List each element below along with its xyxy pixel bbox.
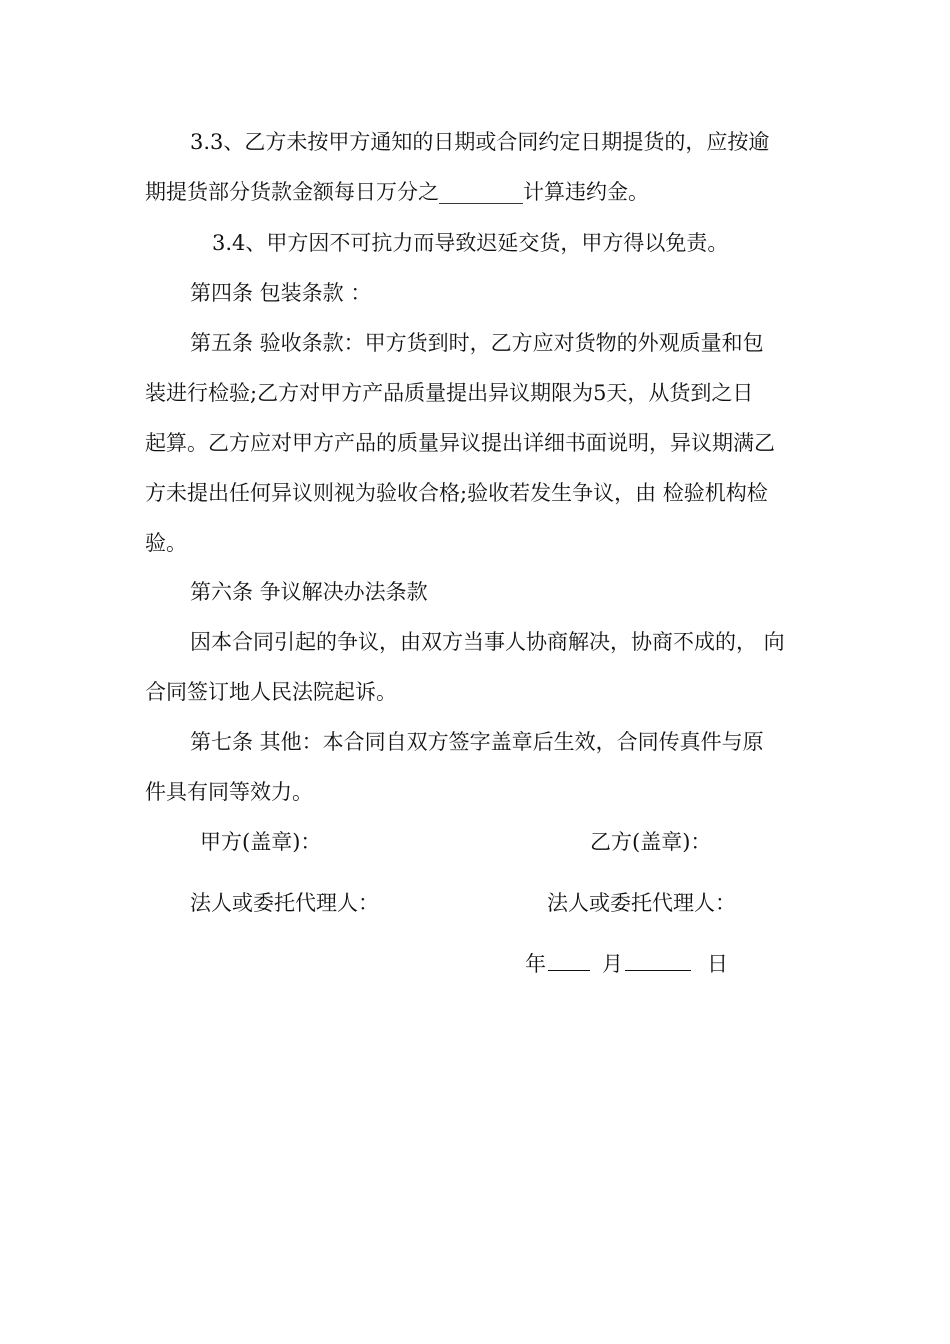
clause-3-3-line2: [145, 178, 649, 206]
article-6-line1: 因本合同引起的争议，由双方当事人协商解决，协商不成的， 向: [190, 630, 785, 654]
article-4-heading: 第四条 包装条款 ：: [190, 281, 372, 305]
party-a-representative-label: 法人或委托代理人：: [190, 891, 379, 915]
article-6-heading: 第六条 争议解决办法条款: [190, 580, 428, 604]
clause-3-3-line1: 3.3、乙方未按甲方通知的日期或合同约定日期提货的，应按逾: [190, 130, 770, 154]
party-a-seal-label: 甲方(盖章)：: [200, 830, 322, 854]
date-month-label: 月: [602, 952, 623, 976]
article-5-line4: 方未提出任何异议则视为验收合格;验收若发生争议，由 检验机构检: [145, 481, 768, 505]
date-month-blank: [625, 952, 691, 971]
party-b-seal-label: 乙方(盖章)：: [590, 830, 712, 854]
clause-3-3-line2-text: 期提货部分货款金额每日万分之: [145, 180, 439, 204]
date-day-label: 日: [707, 952, 728, 976]
clause-3-4: 3.4、甲方因不可抗力而导致迟延交货，甲方得以免责。: [212, 231, 729, 255]
article-7-line1: 第七条 其他：本合同自双方签字盖章后生效，合同传真件与原: [190, 730, 764, 754]
article-6-line2: 合同签订地人民法院起诉。: [145, 680, 397, 704]
party-b-representative-label: 法人或委托代理人：: [547, 891, 736, 915]
clause-3-3-line2-end: 计算违约金。: [523, 180, 649, 204]
date-year-label: 年: [525, 952, 546, 976]
article-7-line2: 件具有同等效力。: [145, 780, 313, 804]
article-5-line5: 验。: [145, 531, 187, 555]
date-line: [525, 950, 728, 978]
article-5-line2: 装进行检验;乙方对甲方产品质量提出异议期限为5天，从货到之日: [145, 381, 754, 405]
penalty-rate-blank: ________: [439, 180, 523, 204]
article-5-line1: 第五条 验收条款：甲方货到时，乙方应对货物的外观质量和包: [190, 331, 764, 355]
date-year-blank: [548, 952, 590, 971]
article-5-line3: 起算。乙方应对甲方产品的质量异议提出详细书面说明，异议期满乙: [145, 431, 775, 455]
